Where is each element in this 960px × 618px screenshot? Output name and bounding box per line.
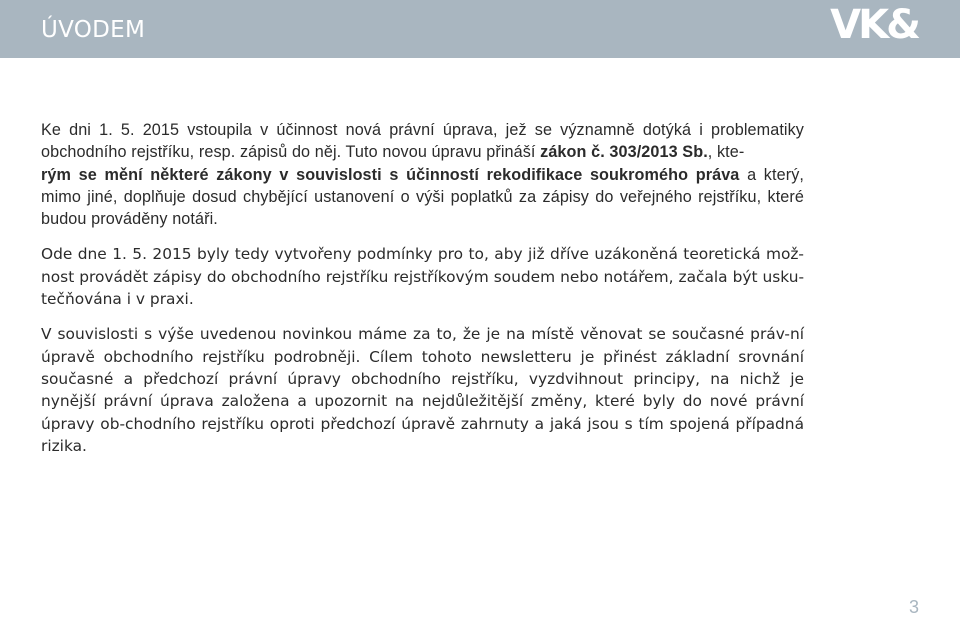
paragraph-intro (41, 119, 804, 230)
page-number: 3 (908, 597, 919, 617)
page-title: ÚVODEM (41, 17, 146, 43)
paragraph-intro-text-1: Ke dni 1. 5. 2015 vstoupila v účinnost nová právní úprava, jež se významně dotýká i problematiky obchodního rejstříku, resp. zápisů do něj. Tuto novou úpravu přináší (41, 121, 804, 162)
vkt-logo: VK& (830, 2, 918, 48)
law-description: rým se mění některé zákony v souvislosti s účinností rekodifikace soukromého práva (41, 165, 740, 184)
paragraph-intro-text-3: a který, mimo jiné, doplňuje dosud chybějící ustanovení o výši poplatků za zápisy do veřejného rejstříku, které budou prováděny notáři. (41, 165, 804, 229)
paragraph-newsletter-purpose: V souvislosti s výše uvedenou novinkou máme za to, že je na místě věnovat se současné práv-ní úpravě obchodního rejstříku podrobněji. Cílem tohoto newsletteru je přinést základní srovnání současné a předchozí právní úpravy obchodního rejstříku, vyzdvihnout principy, na nichž je nynější právní úprava založena a upozornit na nejdůležitější změny, které byly do nové právní úpravy ob-chodního rejstříku oproti předchozí úpravě zahrnuty a jaká jsou s tím spojená případná rizika. (41, 325, 804, 455)
paragraph-intro-text-2: , kte- (707, 143, 745, 162)
paragraph-conditions: Ode dne 1. 5. 2015 byly tedy vytvořeny podmínky pro to, aby již dříve uzákoněná teoretická mož-nost provádět zápisy do obchodního rejstříku rejstříkovým soudem nebo notářem, začala být usku-tečňována i v praxi. (41, 245, 804, 309)
header-bar (0, 0, 960, 58)
law-reference: zákon č. 303/2013 Sb. (540, 143, 708, 162)
main-content (41, 119, 804, 470)
